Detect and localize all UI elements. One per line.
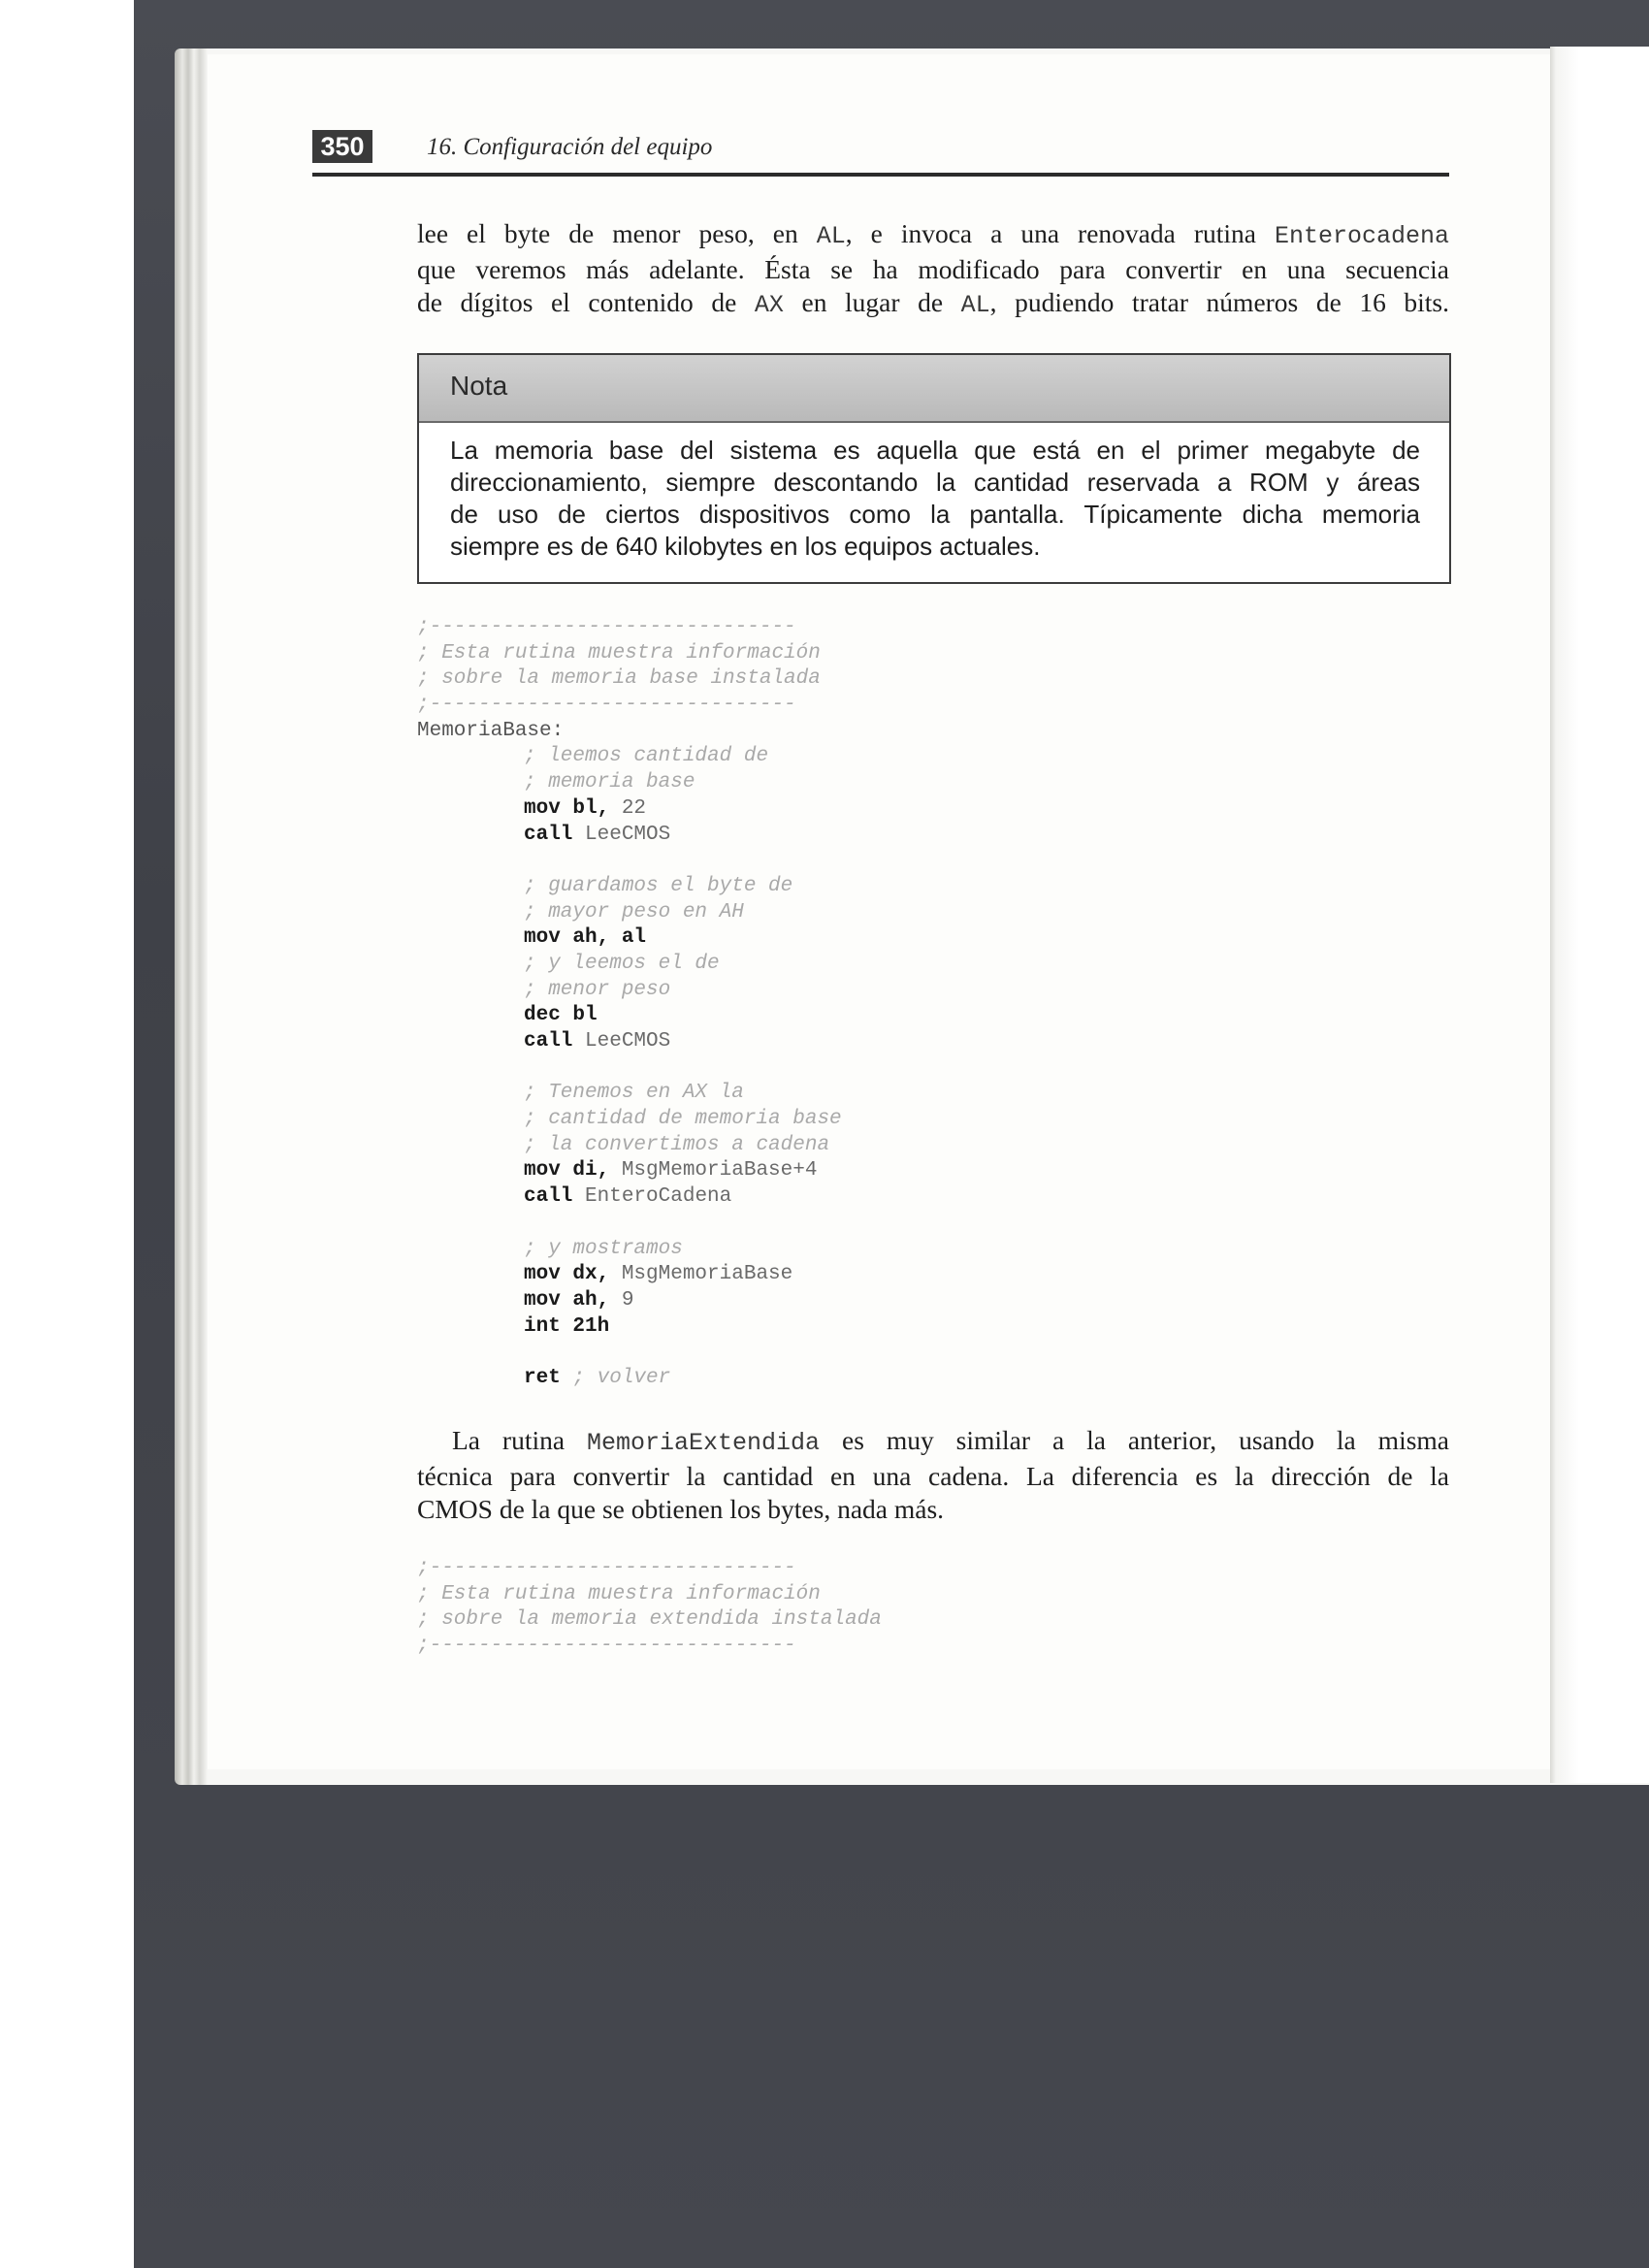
code-comment: ; la convertimos a cadena [524, 1133, 830, 1156]
note-line: siempre es de 640 kilobytes en los equipos actuales. [450, 532, 1041, 561]
code-instruction: mov ah, al [524, 926, 647, 950]
inline-code: Enterocadena [1274, 222, 1449, 250]
code-instruction: dec bl [524, 1004, 598, 1027]
code-comment: ; Tenemos en AX la [524, 1082, 744, 1105]
note-body [450, 435, 1420, 563]
note-line: La memoria base del sistema es aquella que está en el primer megabyte de [450, 436, 1420, 465]
scan-margin [0, 0, 134, 2268]
code-instruction: ret ; volver [524, 1366, 671, 1389]
code-comment: ;------------------------------ [417, 616, 796, 638]
code-instruction: call LeeCMOS [524, 823, 671, 846]
code-comment: ;------------------------------ [417, 1557, 796, 1579]
code-instruction: call LeeCMOS [524, 1030, 671, 1053]
note-header [419, 355, 1449, 423]
code-blank [417, 1211, 1290, 1237]
inline-code: AL [960, 291, 990, 319]
paragraph-line: lee el byte de menor peso, en AL, e invoca a una renovada rutina Enterocadena [417, 218, 1449, 250]
code-comment: ; Esta rutina muestra información [417, 641, 821, 664]
page-number: 350 [312, 130, 372, 163]
code-instruction: mov bl, 22 [524, 796, 647, 820]
chapter-title: 16. Configuración del equipo [427, 134, 713, 160]
header-rule [312, 173, 1449, 177]
code-comment: ; memoria base [524, 771, 695, 794]
inline-code: MemoriaExtendida [587, 1429, 821, 1457]
code-instruction: int 21h [524, 1314, 610, 1338]
code-comment: ; cantidad de memoria base [524, 1108, 842, 1131]
code-blank [417, 1055, 1290, 1082]
inline-code: AL [816, 222, 846, 250]
code-blank [417, 848, 1290, 874]
code-comment: ; mayor peso en AH [524, 900, 744, 923]
note-title: Nota [450, 371, 508, 401]
facing-page-edge [1550, 47, 1649, 1783]
code-comment: ; menor peso [524, 978, 671, 1001]
code-label: MemoriaBase: [417, 719, 565, 742]
code-comment: ; y leemos el de [524, 952, 720, 975]
code-instruction: call EnteroCadena [524, 1185, 732, 1209]
code-instruction: mov ah, 9 [524, 1288, 634, 1312]
code-listing-memoria-base [417, 615, 1290, 1392]
code-comment: ; sobre la memoria extendida instalada [417, 1608, 882, 1632]
paragraph-line: de dígitos el contenido de AX en lugar de AL, pudiendo tratar números de 16 bits. [417, 287, 1450, 319]
memoria-extendida-paragraph [417, 1424, 1449, 1526]
paragraph-line: técnica para convertir la cantidad en una cadena. La diferencia es la dirección de la [417, 1461, 1449, 1491]
code-instruction: mov di, MsgMemoriaBase+4 [524, 1159, 818, 1183]
code-listing-memoria-extendida [417, 1556, 1290, 1660]
paragraph-line: La rutina MemoriaExtendida es muy similar a la anterior, usando la misma [452, 1425, 1450, 1457]
intro-paragraph [417, 217, 1449, 322]
note-line: de uso de ciertos dispositivos como la pantalla. Típicamente dicha memoria [450, 500, 1420, 529]
code-comment: ;------------------------------ [417, 694, 796, 717]
code-comment: ; y mostramos [524, 1237, 683, 1260]
code-comment: ;------------------------------ [417, 1635, 796, 1658]
note-box [417, 353, 1451, 584]
inline-code: AX [754, 291, 784, 319]
code-comment: ; Esta rutina muestra información [417, 1582, 821, 1605]
code-instruction: mov dx, MsgMemoriaBase [524, 1263, 793, 1286]
code-comment: ; leemos cantidad de [524, 745, 769, 768]
paragraph-line: CMOS de la que se obtienen los bytes, nada más. [417, 1494, 945, 1524]
code-comment: ; guardamos el byte de [524, 874, 793, 897]
paragraph-line: que veremos más adelante. Ésta se ha modificado para convertir en una secuencia [417, 254, 1449, 284]
code-blank [417, 1340, 1290, 1366]
note-line: direccionamiento, siempre descontando la cantidad reservada a ROM y áreas [450, 468, 1420, 497]
code-comment: ; sobre la memoria base instalada [417, 667, 821, 691]
running-header [312, 130, 1449, 178]
